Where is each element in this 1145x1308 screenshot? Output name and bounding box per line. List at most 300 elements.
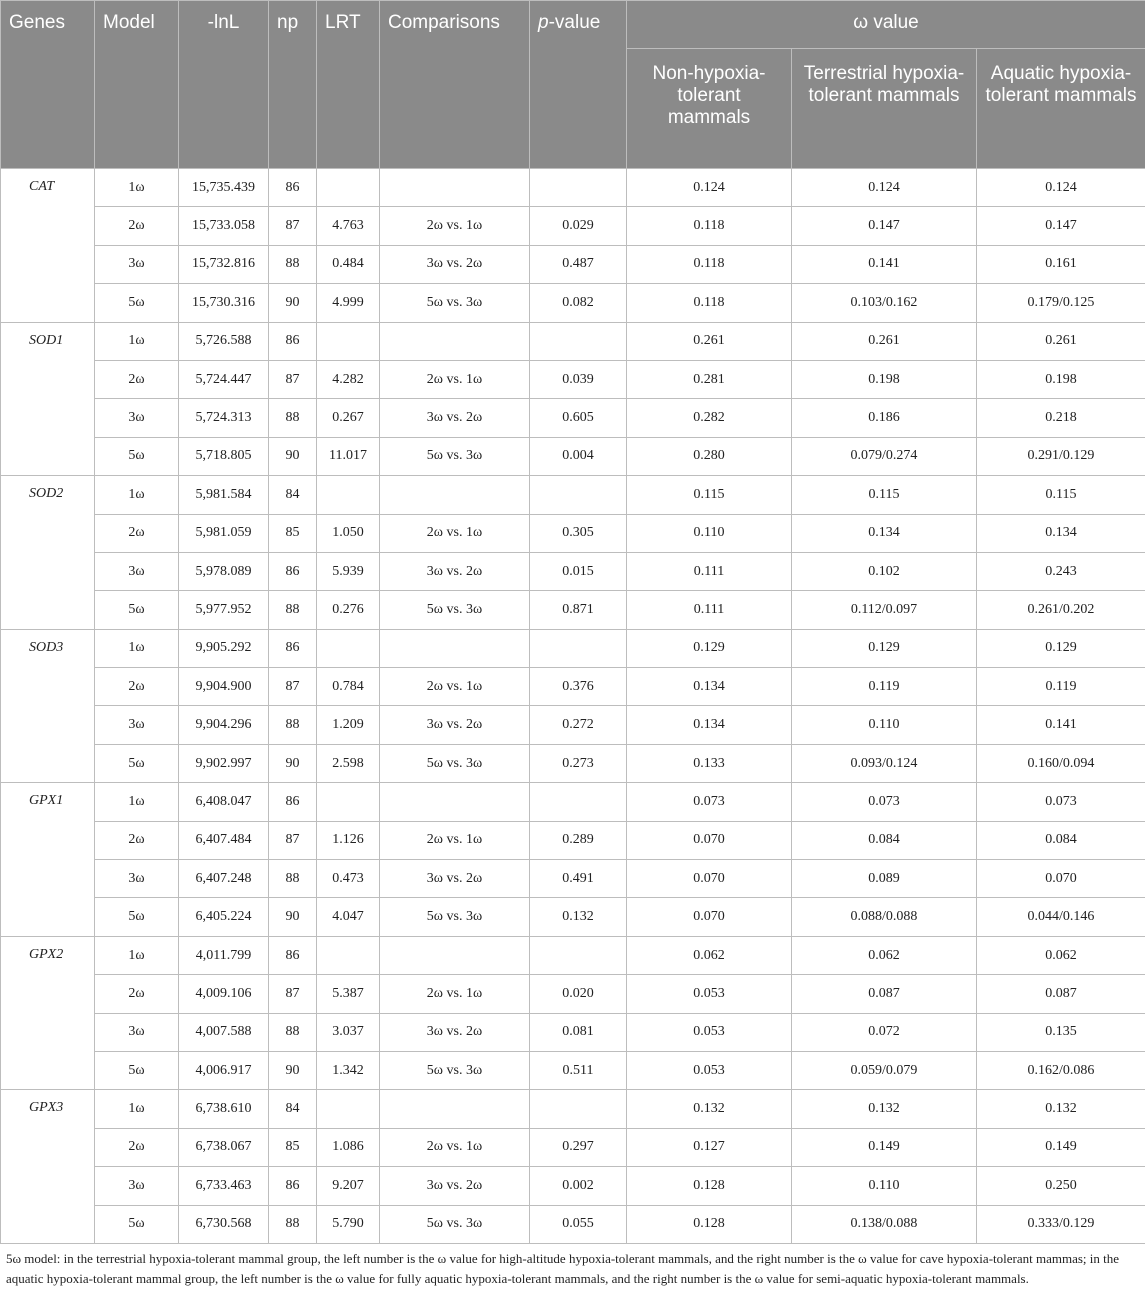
cell-lrt: 4.763 bbox=[317, 207, 380, 245]
cell-lnl: 9,904.296 bbox=[179, 706, 269, 744]
cell-comparison: 3ω vs. 2ω bbox=[380, 245, 530, 283]
cell-lnl: 15,730.316 bbox=[179, 284, 269, 322]
col-header-model: Model bbox=[95, 1, 179, 169]
cell-omega-terrestrial: 0.141 bbox=[792, 245, 977, 283]
cell-lrt: 1.050 bbox=[317, 514, 380, 552]
cell-omega-aquatic: 0.119 bbox=[977, 668, 1145, 706]
col-header-comparisons: Comparisons bbox=[380, 1, 530, 169]
cell-lnl: 4,011.799 bbox=[179, 936, 269, 974]
cell-model: 3ω bbox=[95, 706, 179, 744]
cell-omega-non-hypoxia: 0.129 bbox=[627, 629, 792, 667]
cell-lnl: 4,009.106 bbox=[179, 975, 269, 1013]
cell-omega-aquatic: 0.044/0.146 bbox=[977, 898, 1145, 936]
cell-np: 87 bbox=[269, 975, 317, 1013]
cell-omega-terrestrial: 0.089 bbox=[792, 860, 977, 898]
cell-model: 3ω bbox=[95, 552, 179, 590]
cell-lnl: 5,718.805 bbox=[179, 437, 269, 475]
cell-omega-non-hypoxia: 0.118 bbox=[627, 284, 792, 322]
cell-lrt: 5.387 bbox=[317, 975, 380, 1013]
cell-pvalue bbox=[530, 629, 627, 667]
cell-pvalue: 0.015 bbox=[530, 552, 627, 590]
cell-omega-terrestrial: 0.062 bbox=[792, 936, 977, 974]
cell-model: 5ω bbox=[95, 591, 179, 629]
table-row bbox=[1, 706, 1145, 744]
cell-omega-non-hypoxia: 0.127 bbox=[627, 1128, 792, 1166]
cell-comparison bbox=[380, 322, 530, 360]
cell-pvalue bbox=[530, 783, 627, 821]
cell-pvalue: 0.376 bbox=[530, 668, 627, 706]
cell-np: 84 bbox=[269, 476, 317, 514]
table-row bbox=[1, 207, 1145, 245]
cell-omega-aquatic: 0.261 bbox=[977, 322, 1145, 360]
cell-model: 2ω bbox=[95, 668, 179, 706]
cell-omega-terrestrial: 0.112/0.097 bbox=[792, 591, 977, 629]
cell-omega-non-hypoxia: 0.062 bbox=[627, 936, 792, 974]
table-row bbox=[1, 668, 1145, 706]
cell-omega-non-hypoxia: 0.134 bbox=[627, 706, 792, 744]
cell-lnl: 9,905.292 bbox=[179, 629, 269, 667]
cell-lnl: 15,733.058 bbox=[179, 207, 269, 245]
cell-comparison: 2ω vs. 1ω bbox=[380, 514, 530, 552]
cell-omega-aquatic: 0.147 bbox=[977, 207, 1145, 245]
table-row bbox=[1, 284, 1145, 322]
cell-model: 2ω bbox=[95, 514, 179, 552]
cell-pvalue bbox=[530, 936, 627, 974]
cell-np: 86 bbox=[269, 936, 317, 974]
cell-model: 2ω bbox=[95, 821, 179, 859]
cell-omega-terrestrial: 0.079/0.274 bbox=[792, 437, 977, 475]
cell-np: 86 bbox=[269, 783, 317, 821]
cell-omega-aquatic: 0.243 bbox=[977, 552, 1145, 590]
cell-omega-non-hypoxia: 0.110 bbox=[627, 514, 792, 552]
cell-lnl: 5,977.952 bbox=[179, 591, 269, 629]
cell-omega-non-hypoxia: 0.053 bbox=[627, 1013, 792, 1051]
cell-pvalue: 0.020 bbox=[530, 975, 627, 1013]
cell-comparison bbox=[380, 169, 530, 207]
cell-lnl: 5,978.089 bbox=[179, 552, 269, 590]
cell-omega-aquatic: 0.198 bbox=[977, 360, 1145, 398]
cell-lrt: 4.047 bbox=[317, 898, 380, 936]
cell-pvalue: 0.002 bbox=[530, 1167, 627, 1205]
cell-omega-aquatic: 0.129 bbox=[977, 629, 1145, 667]
cell-np: 86 bbox=[269, 322, 317, 360]
cell-model: 2ω bbox=[95, 207, 179, 245]
cell-omega-terrestrial: 0.088/0.088 bbox=[792, 898, 977, 936]
cell-pvalue: 0.871 bbox=[530, 591, 627, 629]
cell-pvalue: 0.305 bbox=[530, 514, 627, 552]
cell-np: 88 bbox=[269, 1013, 317, 1051]
cell-np: 85 bbox=[269, 1128, 317, 1166]
cell-np: 88 bbox=[269, 591, 317, 629]
cell-lrt: 0.784 bbox=[317, 668, 380, 706]
cell-comparison: 5ω vs. 3ω bbox=[380, 1051, 530, 1089]
cell-omega-aquatic: 0.115 bbox=[977, 476, 1145, 514]
cell-omega-non-hypoxia: 0.128 bbox=[627, 1167, 792, 1205]
cell-comparison: 3ω vs. 2ω bbox=[380, 1013, 530, 1051]
table-row bbox=[1, 936, 1145, 974]
cell-lnl: 5,724.447 bbox=[179, 360, 269, 398]
cell-omega-terrestrial: 0.084 bbox=[792, 821, 977, 859]
cell-np: 90 bbox=[269, 744, 317, 782]
cell-omega-aquatic: 0.135 bbox=[977, 1013, 1145, 1051]
cell-omega-non-hypoxia: 0.070 bbox=[627, 821, 792, 859]
cell-lrt bbox=[317, 629, 380, 667]
cell-omega-non-hypoxia: 0.132 bbox=[627, 1090, 792, 1128]
cell-pvalue bbox=[530, 476, 627, 514]
cell-omega-non-hypoxia: 0.111 bbox=[627, 591, 792, 629]
cell-np: 87 bbox=[269, 668, 317, 706]
cell-pvalue: 0.605 bbox=[530, 399, 627, 437]
cell-omega-terrestrial: 0.119 bbox=[792, 668, 977, 706]
cell-omega-aquatic: 0.160/0.094 bbox=[977, 744, 1145, 782]
cell-model: 5ω bbox=[95, 284, 179, 322]
cell-lnl: 6,408.047 bbox=[179, 783, 269, 821]
cell-lnl: 5,724.313 bbox=[179, 399, 269, 437]
cell-lnl: 9,904.900 bbox=[179, 668, 269, 706]
table-row bbox=[1, 821, 1145, 859]
cell-omega-non-hypoxia: 0.073 bbox=[627, 783, 792, 821]
cell-np: 86 bbox=[269, 552, 317, 590]
cell-comparison: 3ω vs. 2ω bbox=[380, 1167, 530, 1205]
col-header-omega: ω value bbox=[627, 1, 1145, 49]
cell-omega-aquatic: 0.134 bbox=[977, 514, 1145, 552]
cell-comparison: 3ω vs. 2ω bbox=[380, 860, 530, 898]
table-row bbox=[1, 169, 1145, 207]
cell-model: 1ω bbox=[95, 322, 179, 360]
cell-omega-non-hypoxia: 0.281 bbox=[627, 360, 792, 398]
cell-lnl: 4,006.917 bbox=[179, 1051, 269, 1089]
cell-lrt: 0.267 bbox=[317, 399, 380, 437]
cell-omega-non-hypoxia: 0.115 bbox=[627, 476, 792, 514]
cell-omega-terrestrial: 0.134 bbox=[792, 514, 977, 552]
table-row bbox=[1, 975, 1145, 1013]
cell-comparison: 2ω vs. 1ω bbox=[380, 975, 530, 1013]
cell-omega-non-hypoxia: 0.124 bbox=[627, 169, 792, 207]
cell-np: 87 bbox=[269, 207, 317, 245]
cell-omega-terrestrial: 0.147 bbox=[792, 207, 977, 245]
table-row bbox=[1, 783, 1145, 821]
cell-omega-terrestrial: 0.124 bbox=[792, 169, 977, 207]
cell-lrt: 0.473 bbox=[317, 860, 380, 898]
cell-omega-aquatic: 0.073 bbox=[977, 783, 1145, 821]
table-row bbox=[1, 860, 1145, 898]
cell-model: 5ω bbox=[95, 437, 179, 475]
cell-pvalue: 0.081 bbox=[530, 1013, 627, 1051]
cell-lrt: 5.790 bbox=[317, 1205, 380, 1243]
cell-omega-aquatic: 0.250 bbox=[977, 1167, 1145, 1205]
cell-omega-aquatic: 0.087 bbox=[977, 975, 1145, 1013]
cell-omega-non-hypoxia: 0.261 bbox=[627, 322, 792, 360]
cell-lrt bbox=[317, 322, 380, 360]
table-row bbox=[1, 1205, 1145, 1243]
table-body bbox=[1, 169, 1145, 1244]
cell-np: 88 bbox=[269, 399, 317, 437]
cell-np: 86 bbox=[269, 1167, 317, 1205]
col-header-aquatic: Aquatic hypoxia-tolerant mammals bbox=[977, 49, 1145, 169]
cell-comparison: 2ω vs. 1ω bbox=[380, 668, 530, 706]
cell-comparison bbox=[380, 629, 530, 667]
cell-np: 90 bbox=[269, 898, 317, 936]
cell-omega-terrestrial: 0.072 bbox=[792, 1013, 977, 1051]
cell-omega-non-hypoxia: 0.133 bbox=[627, 744, 792, 782]
table-row bbox=[1, 898, 1145, 936]
cell-omega-aquatic: 0.261/0.202 bbox=[977, 591, 1145, 629]
cell-comparison: 5ω vs. 3ω bbox=[380, 744, 530, 782]
cell-omega-aquatic: 0.141 bbox=[977, 706, 1145, 744]
cell-model: 1ω bbox=[95, 1090, 179, 1128]
cell-omega-non-hypoxia: 0.134 bbox=[627, 668, 792, 706]
cell-omega-terrestrial: 0.110 bbox=[792, 706, 977, 744]
cell-np: 86 bbox=[269, 629, 317, 667]
cell-lrt: 1.126 bbox=[317, 821, 380, 859]
cell-comparison: 5ω vs. 3ω bbox=[380, 898, 530, 936]
cell-omega-aquatic: 0.070 bbox=[977, 860, 1145, 898]
cell-np: 88 bbox=[269, 1205, 317, 1243]
cell-model: 5ω bbox=[95, 744, 179, 782]
cell-omega-terrestrial: 0.132 bbox=[792, 1090, 977, 1128]
cell-np: 90 bbox=[269, 284, 317, 322]
cell-model: 3ω bbox=[95, 399, 179, 437]
cell-lnl: 6,407.248 bbox=[179, 860, 269, 898]
cell-gene: SOD1 bbox=[1, 322, 95, 476]
cell-comparison bbox=[380, 783, 530, 821]
table-row bbox=[1, 591, 1145, 629]
cell-omega-terrestrial: 0.149 bbox=[792, 1128, 977, 1166]
cell-lrt: 2.598 bbox=[317, 744, 380, 782]
cell-comparison bbox=[380, 1090, 530, 1128]
cell-np: 87 bbox=[269, 821, 317, 859]
cell-lnl: 6,738.067 bbox=[179, 1128, 269, 1166]
cell-np: 87 bbox=[269, 360, 317, 398]
cell-comparison: 5ω vs. 3ω bbox=[380, 284, 530, 322]
cell-omega-terrestrial: 0.138/0.088 bbox=[792, 1205, 977, 1243]
cell-omega-terrestrial: 0.261 bbox=[792, 322, 977, 360]
cell-omega-terrestrial: 0.129 bbox=[792, 629, 977, 667]
cell-omega-non-hypoxia: 0.053 bbox=[627, 975, 792, 1013]
cell-lnl: 5,981.059 bbox=[179, 514, 269, 552]
cell-omega-aquatic: 0.162/0.086 bbox=[977, 1051, 1145, 1089]
cell-omega-non-hypoxia: 0.280 bbox=[627, 437, 792, 475]
cell-omega-terrestrial: 0.087 bbox=[792, 975, 977, 1013]
cell-omega-terrestrial: 0.110 bbox=[792, 1167, 977, 1205]
cell-np: 88 bbox=[269, 245, 317, 283]
cell-omega-terrestrial: 0.186 bbox=[792, 399, 977, 437]
cell-omega-aquatic: 0.149 bbox=[977, 1128, 1145, 1166]
cell-lnl: 9,902.997 bbox=[179, 744, 269, 782]
cell-omega-non-hypoxia: 0.070 bbox=[627, 898, 792, 936]
pvalue-p: p bbox=[538, 12, 549, 33]
cell-pvalue: 0.055 bbox=[530, 1205, 627, 1243]
col-header-lrt: LRT bbox=[317, 1, 380, 169]
cell-model: 2ω bbox=[95, 975, 179, 1013]
table-row bbox=[1, 1090, 1145, 1128]
cell-gene: GPX2 bbox=[1, 936, 95, 1090]
cell-lnl: 6,733.463 bbox=[179, 1167, 269, 1205]
cell-model: 1ω bbox=[95, 169, 179, 207]
cell-lnl: 15,735.439 bbox=[179, 169, 269, 207]
cell-omega-aquatic: 0.062 bbox=[977, 936, 1145, 974]
cell-omega-aquatic: 0.291/0.129 bbox=[977, 437, 1145, 475]
cell-comparison: 5ω vs. 3ω bbox=[380, 591, 530, 629]
cell-lrt: 1.209 bbox=[317, 706, 380, 744]
cell-model: 3ω bbox=[95, 1013, 179, 1051]
cell-gene: GPX1 bbox=[1, 783, 95, 937]
cell-omega-aquatic: 0.218 bbox=[977, 399, 1145, 437]
cell-gene: GPX3 bbox=[1, 1090, 95, 1244]
cell-comparison: 5ω vs. 3ω bbox=[380, 437, 530, 475]
cell-omega-terrestrial: 0.115 bbox=[792, 476, 977, 514]
cell-pvalue bbox=[530, 322, 627, 360]
cell-pvalue: 0.491 bbox=[530, 860, 627, 898]
cell-lrt: 11.017 bbox=[317, 437, 380, 475]
table-row bbox=[1, 1167, 1145, 1205]
cell-omega-aquatic: 0.179/0.125 bbox=[977, 284, 1145, 322]
cell-omega-aquatic: 0.161 bbox=[977, 245, 1145, 283]
cell-omega-terrestrial: 0.059/0.079 bbox=[792, 1051, 977, 1089]
cell-pvalue: 0.132 bbox=[530, 898, 627, 936]
cell-model: 1ω bbox=[95, 629, 179, 667]
table-row bbox=[1, 1013, 1145, 1051]
cell-pvalue: 0.511 bbox=[530, 1051, 627, 1089]
cell-gene: SOD3 bbox=[1, 629, 95, 783]
table-row bbox=[1, 360, 1145, 398]
cell-model: 3ω bbox=[95, 860, 179, 898]
cell-comparison: 3ω vs. 2ω bbox=[380, 399, 530, 437]
cell-np: 86 bbox=[269, 169, 317, 207]
cell-gene: CAT bbox=[1, 169, 95, 323]
pvalue-suffix: -value bbox=[548, 12, 601, 33]
cell-pvalue: 0.039 bbox=[530, 360, 627, 398]
cell-lrt: 1.342 bbox=[317, 1051, 380, 1089]
cell-pvalue bbox=[530, 169, 627, 207]
cell-omega-aquatic: 0.333/0.129 bbox=[977, 1205, 1145, 1243]
cell-model: 1ω bbox=[95, 783, 179, 821]
cell-lnl: 15,732.816 bbox=[179, 245, 269, 283]
cell-comparison: 3ω vs. 2ω bbox=[380, 706, 530, 744]
table-row bbox=[1, 1128, 1145, 1166]
col-header-terrestrial: Terrestrial hypoxia-tolerant mammals bbox=[792, 49, 977, 169]
cell-comparison: 2ω vs. 1ω bbox=[380, 207, 530, 245]
cell-lrt: 5.939 bbox=[317, 552, 380, 590]
cell-lrt: 4.282 bbox=[317, 360, 380, 398]
cell-np: 88 bbox=[269, 706, 317, 744]
cell-comparison bbox=[380, 476, 530, 514]
cell-lrt: 9.207 bbox=[317, 1167, 380, 1205]
cell-np: 84 bbox=[269, 1090, 317, 1128]
cell-lrt: 0.484 bbox=[317, 245, 380, 283]
col-header-pvalue bbox=[530, 1, 627, 169]
cell-pvalue: 0.082 bbox=[530, 284, 627, 322]
cell-lrt bbox=[317, 1090, 380, 1128]
cell-np: 90 bbox=[269, 437, 317, 475]
cell-comparison: 3ω vs. 2ω bbox=[380, 552, 530, 590]
cell-lrt: 4.999 bbox=[317, 284, 380, 322]
cell-lnl: 6,407.484 bbox=[179, 821, 269, 859]
table-row bbox=[1, 476, 1145, 514]
col-header-lnl: -lnL bbox=[179, 1, 269, 169]
cell-comparison bbox=[380, 936, 530, 974]
table-footnote: 5ω model: in the terrestrial hypoxia-tolerant mammal group, the left number is the ω value for high-altitude hypoxia-tolerant mammals, and the right number is the ω value for cave hypoxia-tolerant mammas; in the aquatic hypoxia-tolerant mammal group, the left number is the ω value for fully aquatic hypoxia-tolerant mammals, and the right number is the ω value for semi-aquatic hypoxia-tolerant mammals. bbox=[6, 1251, 1120, 1286]
cell-lrt: 0.276 bbox=[317, 591, 380, 629]
cell-lrt: 3.037 bbox=[317, 1013, 380, 1051]
cell-lnl: 5,726.588 bbox=[179, 322, 269, 360]
cell-model: 5ω bbox=[95, 1051, 179, 1089]
cell-model: 5ω bbox=[95, 1205, 179, 1243]
cell-omega-non-hypoxia: 0.053 bbox=[627, 1051, 792, 1089]
table-row bbox=[1, 552, 1145, 590]
cell-lnl: 6,730.568 bbox=[179, 1205, 269, 1243]
cell-pvalue: 0.289 bbox=[530, 821, 627, 859]
cell-pvalue: 0.297 bbox=[530, 1128, 627, 1166]
table-row bbox=[1, 322, 1145, 360]
cell-lnl: 4,007.588 bbox=[179, 1013, 269, 1051]
cell-omega-terrestrial: 0.102 bbox=[792, 552, 977, 590]
cell-np: 90 bbox=[269, 1051, 317, 1089]
cell-omega-non-hypoxia: 0.111 bbox=[627, 552, 792, 590]
cell-np: 85 bbox=[269, 514, 317, 552]
cell-omega-terrestrial: 0.073 bbox=[792, 783, 977, 821]
cell-pvalue: 0.029 bbox=[530, 207, 627, 245]
cell-omega-terrestrial: 0.093/0.124 bbox=[792, 744, 977, 782]
cell-pvalue: 0.272 bbox=[530, 706, 627, 744]
cell-lnl: 5,981.584 bbox=[179, 476, 269, 514]
cell-model: 5ω bbox=[95, 898, 179, 936]
cell-np: 88 bbox=[269, 860, 317, 898]
cell-omega-aquatic: 0.084 bbox=[977, 821, 1145, 859]
cell-omega-non-hypoxia: 0.070 bbox=[627, 860, 792, 898]
cell-model: 3ω bbox=[95, 245, 179, 283]
table-row bbox=[1, 744, 1145, 782]
cell-lnl: 6,738.610 bbox=[179, 1090, 269, 1128]
table-row bbox=[1, 437, 1145, 475]
cell-model: 1ω bbox=[95, 936, 179, 974]
cell-model: 2ω bbox=[95, 1128, 179, 1166]
cell-lrt bbox=[317, 476, 380, 514]
col-header-np: np bbox=[269, 1, 317, 169]
cell-gene: SOD2 bbox=[1, 476, 95, 630]
table-row bbox=[1, 629, 1145, 667]
cell-comparison: 2ω vs. 1ω bbox=[380, 1128, 530, 1166]
cell-omega-non-hypoxia: 0.118 bbox=[627, 245, 792, 283]
cell-lrt bbox=[317, 169, 380, 207]
cell-omega-aquatic: 0.124 bbox=[977, 169, 1145, 207]
cell-pvalue: 0.487 bbox=[530, 245, 627, 283]
table-row bbox=[1, 514, 1145, 552]
cell-omega-non-hypoxia: 0.118 bbox=[627, 207, 792, 245]
cell-pvalue: 0.273 bbox=[530, 744, 627, 782]
table-row bbox=[1, 399, 1145, 437]
cell-lrt bbox=[317, 783, 380, 821]
cell-lnl: 6,405.224 bbox=[179, 898, 269, 936]
cell-model: 2ω bbox=[95, 360, 179, 398]
col-header-genes: Genes bbox=[1, 1, 95, 169]
cell-comparison: 2ω vs. 1ω bbox=[380, 821, 530, 859]
cell-model: 3ω bbox=[95, 1167, 179, 1205]
cell-lrt bbox=[317, 936, 380, 974]
cell-omega-aquatic: 0.132 bbox=[977, 1090, 1145, 1128]
cell-omega-terrestrial: 0.198 bbox=[792, 360, 977, 398]
cell-comparison: 2ω vs. 1ω bbox=[380, 360, 530, 398]
cell-pvalue: 0.004 bbox=[530, 437, 627, 475]
cell-omega-non-hypoxia: 0.128 bbox=[627, 1205, 792, 1243]
table-row bbox=[1, 1051, 1145, 1089]
cell-pvalue bbox=[530, 1090, 627, 1128]
cell-model: 1ω bbox=[95, 476, 179, 514]
cell-omega-terrestrial: 0.103/0.162 bbox=[792, 284, 977, 322]
table-row bbox=[1, 245, 1145, 283]
cell-omega-non-hypoxia: 0.282 bbox=[627, 399, 792, 437]
cell-comparison: 5ω vs. 3ω bbox=[380, 1205, 530, 1243]
